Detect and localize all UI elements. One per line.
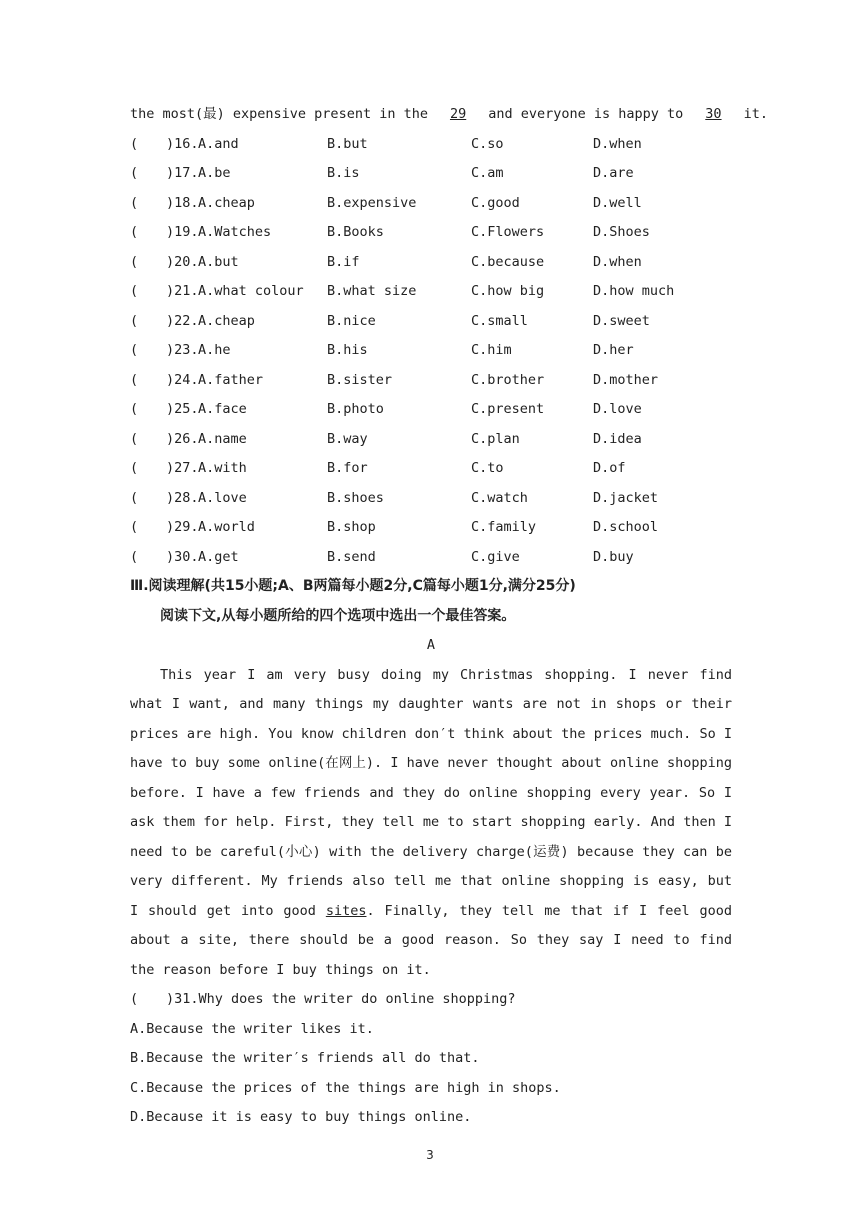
option-c: C.him xyxy=(471,342,512,358)
question-number: )23. xyxy=(166,342,199,358)
answer-paren: ( xyxy=(130,548,139,565)
option-d: D.buy xyxy=(593,548,634,565)
passage-part-1: This year I am very busy doing my Christmas shopping. I never find what I want, and many things my daughter wants are not in shops or their prices are high. You know children don′t think about the prices much. So I have to buy some online(在网上). I have never thought about online shopping before. I have a few friends and they do online shopping every year. So I ask them for help. First, they tell me to start shopping early. And then I need to be careful(小心) with the delivery charge(运费) because they can be very different. My friends also tell me that online shopping is easy, but I should get into good xyxy=(130,666,732,919)
question-row xyxy=(130,425,732,455)
page-content xyxy=(130,100,768,1133)
option-c: C.so xyxy=(471,135,504,152)
answer-paren: ( xyxy=(130,253,139,270)
option-d: D.jacket xyxy=(593,489,659,506)
option-b: B.way xyxy=(327,430,368,447)
blank-29: 29 xyxy=(449,106,467,122)
question-number: )25. xyxy=(166,401,199,417)
option-b: B.shoes xyxy=(327,489,384,506)
answer-paren: ( xyxy=(130,371,139,388)
q31-option-b: B.Because the writer′s friends all do that. xyxy=(130,1050,480,1066)
option-b: B.nice xyxy=(327,312,376,329)
option-a: A.Watches xyxy=(198,224,272,240)
blank-30: 30 xyxy=(705,106,722,122)
section-instruction: 阅读下文,从每小题所给的四个选项中选出一个最佳答案。 xyxy=(160,607,516,624)
question-number: )27. xyxy=(166,460,199,476)
option-b: B.expensive xyxy=(327,194,417,211)
question-number: )20. xyxy=(166,253,199,270)
question-row xyxy=(130,484,732,514)
passage-part-2: . Finally, they tell me that if I feel good about a site, there should be a good reason. So they say I need to find the reason before I buy things on it. xyxy=(130,902,732,978)
option-d: D.school xyxy=(593,519,659,535)
option-b: B.Books xyxy=(327,224,384,240)
option-a: A.be xyxy=(198,165,231,181)
question-number: )21. xyxy=(166,283,199,299)
option-d: D.mother xyxy=(593,371,659,388)
question-number: )19. xyxy=(166,224,199,240)
top-line-suffix: it. xyxy=(735,106,768,122)
option-c: C.because xyxy=(471,253,545,270)
option-c: C.give xyxy=(471,548,520,565)
section-heading: Ⅲ.阅读理解(共15小题;A、B两篇每小题2分,C篇每小题1分,满分25分) xyxy=(130,578,576,594)
underlined-word: sites xyxy=(325,902,367,919)
answer-paren: ( xyxy=(130,342,139,358)
answer-paren: ( xyxy=(130,135,139,152)
answer-paren: ( xyxy=(130,224,139,240)
option-a: A.what colour xyxy=(198,283,304,299)
top-line xyxy=(130,100,768,130)
option-a: A.he xyxy=(198,342,231,358)
answer-paren: ( xyxy=(130,312,139,329)
option-b: B.send xyxy=(327,548,376,565)
question-stem: )31.Why does the writer do online shopping? xyxy=(166,991,516,1007)
question-number: )30. xyxy=(166,548,199,565)
question-row xyxy=(130,454,732,484)
question-row xyxy=(130,130,732,160)
question-row xyxy=(130,307,732,337)
option-a: A.love xyxy=(198,489,247,506)
question-number: )24. xyxy=(166,371,199,388)
q31-option-a: A.Because the writer likes it. xyxy=(130,1020,374,1037)
question-31 xyxy=(130,985,732,1015)
option-c: C.small xyxy=(471,312,528,329)
question-row xyxy=(130,543,732,573)
question-number: )16. xyxy=(166,135,199,152)
option-a: A.world xyxy=(198,519,255,535)
answer-paren: ( xyxy=(130,430,139,447)
option-a: A.father xyxy=(198,371,264,388)
option-c: C.am xyxy=(471,165,504,181)
option-a: A.but xyxy=(198,253,239,270)
q31-option-c: C.Because the prices of the things are high in shops. xyxy=(130,1079,561,1096)
option-d: D.love xyxy=(593,401,642,417)
option-a: A.get xyxy=(198,548,239,565)
option-d: D.sweet xyxy=(593,312,650,329)
answer-paren: ( xyxy=(130,991,139,1007)
question-number: )22. xyxy=(166,312,199,329)
option-c: C.brother xyxy=(471,371,545,388)
answer-paren: ( xyxy=(130,401,139,417)
option-b: B.photo xyxy=(327,401,384,417)
question-row xyxy=(130,277,732,307)
answer-paren: ( xyxy=(130,489,139,506)
option-d: D.Shoes xyxy=(593,224,650,240)
option-b: B.is xyxy=(327,165,360,181)
option-d: D.of xyxy=(593,460,626,476)
option-b: B.for xyxy=(327,460,368,476)
option-c: C.good xyxy=(471,194,520,211)
option-d: D.idea xyxy=(593,430,642,447)
option-c: C.to xyxy=(471,460,504,476)
option-b: B.but xyxy=(327,135,368,152)
answer-paren: ( xyxy=(130,165,139,181)
question-row xyxy=(130,513,732,543)
question-row xyxy=(130,189,732,219)
option-c: C.family xyxy=(471,519,537,535)
question-row xyxy=(130,366,732,396)
option-c: C.watch xyxy=(471,489,528,506)
answer-paren: ( xyxy=(130,460,139,476)
top-line-prefix: the most(最) expensive present in the xyxy=(130,106,437,122)
option-c: C.how big xyxy=(471,283,545,299)
option-d: D.how much xyxy=(593,283,675,299)
question-number: )17. xyxy=(166,165,199,181)
option-c: C.Flowers xyxy=(471,224,545,240)
page-number: 3 xyxy=(426,1148,434,1162)
option-c: C.present xyxy=(471,401,545,417)
option-b: B.if xyxy=(327,253,360,270)
option-a: A.and xyxy=(198,135,239,152)
q31-option-d: D.Because it is easy to buy things online. xyxy=(130,1109,472,1125)
option-a: A.with xyxy=(198,460,247,476)
answer-paren: ( xyxy=(130,519,139,535)
option-b: B.shop xyxy=(327,519,376,535)
option-b: B.his xyxy=(327,342,368,358)
answer-paren: ( xyxy=(130,283,139,299)
option-a: A.name xyxy=(198,430,247,447)
question-number: )29. xyxy=(166,519,199,535)
answer-paren: ( xyxy=(130,194,139,211)
passage-label: A xyxy=(426,637,436,653)
option-c: C.plan xyxy=(471,430,520,447)
question-row xyxy=(130,395,732,425)
option-a: A.cheap xyxy=(198,312,255,329)
question-row xyxy=(130,218,732,248)
option-d: D.well xyxy=(593,194,642,211)
option-b: B.sister xyxy=(327,371,393,388)
question-number: )18. xyxy=(166,194,199,211)
question-row xyxy=(130,248,732,278)
option-a: A.face xyxy=(198,401,247,417)
option-b: B.what size xyxy=(327,283,417,299)
option-d: D.when xyxy=(593,135,642,152)
question-row xyxy=(130,159,732,189)
question-row xyxy=(130,336,732,366)
cloze-question-list xyxy=(130,130,732,573)
question-number: )26. xyxy=(166,430,199,447)
passage-text xyxy=(130,661,732,986)
option-a: A.cheap xyxy=(198,194,255,211)
option-d: D.her xyxy=(593,342,634,358)
option-d: D.when xyxy=(593,253,642,270)
option-d: D.are xyxy=(593,165,634,181)
top-line-middle: and everyone is happy to xyxy=(480,106,692,122)
question-number: )28. xyxy=(166,489,199,506)
